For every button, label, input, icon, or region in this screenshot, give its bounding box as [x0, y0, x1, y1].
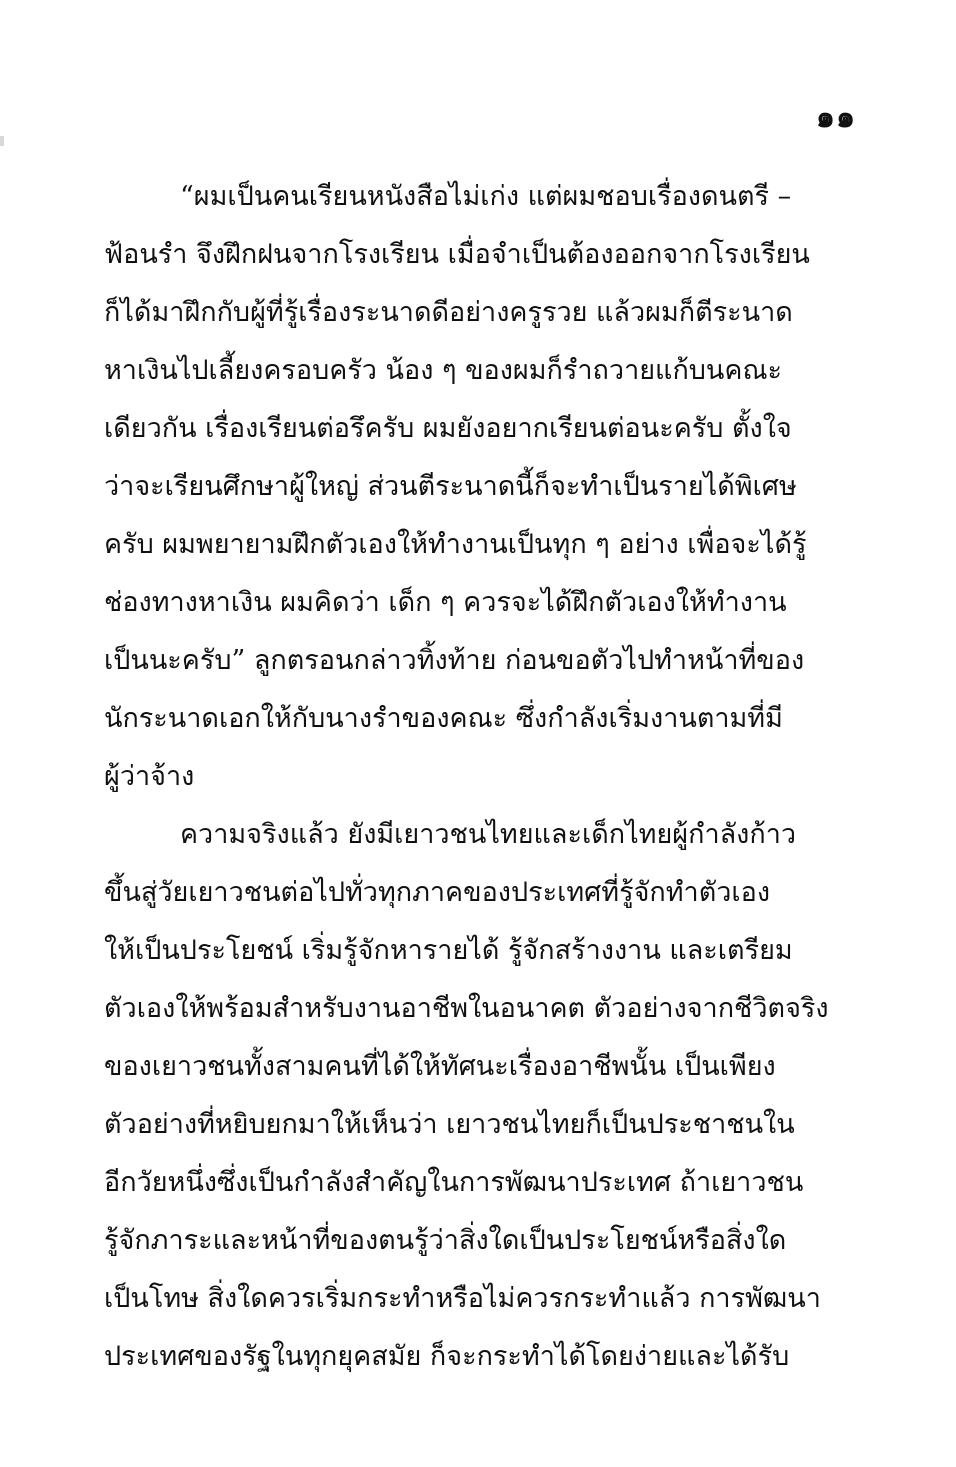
text-line: หาเงินไปเลี้ยงครอบครัว น้อง ๆ ของผมก็รำถวายแก้บนคณะ	[104, 355, 783, 386]
text-line: เป็นนะครับ” ลูกตรอนกล่าวทิ้งท้าย ก่อนขอตัวไปทำหน้าที่ของ	[104, 645, 805, 676]
text-line: ก็ได้มาฝึกกับผู้ที่รู้เรื่องระนาดดีอย่างครูรวย แล้วผมก็ตีระนาด	[104, 297, 793, 328]
text-line: ความจริงแล้ว ยังมีเยาวชนไทยและเด็กไทยผู้กำลังก้าว	[180, 819, 797, 850]
text-line: ผู้ว่าจ้าง	[104, 761, 195, 792]
text-line: รู้จักภาระและหน้าที่ของตนรู้ว่าสิ่งใดเป็นประโยชน์หรือสิ่งใด	[104, 1225, 787, 1256]
text-line: ครับ ผมพยายามฝึกตัวเองให้ทำงานเป็นทุก ๆ อย่าง เพื่อจะได้รู้	[104, 529, 807, 560]
text-line: ช่องทางหาเงิน ผมคิดว่า เด็ก ๆ ควรจะได้ฝึกตัวเองให้ทำงาน	[104, 587, 787, 618]
text-line: ฟ้อนรำ จึงฝึกฝนจากโรงเรียน เมื่อจำเป็นต้องออกจากโรงเรียน	[104, 239, 810, 270]
paragraph-quote	[104, 168, 860, 806]
text-line: นักระนาดเอกให้กับนางรำของคณะ ซึ่งกำลังเริ่มงานตามที่มี	[104, 703, 783, 734]
text-line: ว่าจะเรียนศึกษาผู้ใหญ่ ส่วนตีระนาดนี้ก็จะทำเป็นรายได้พิเศษ	[104, 471, 797, 502]
text-line: ประเทศของรัฐในทุกยุคสมัย ก็จะกระทำได้โดยง่ายและได้รับ	[104, 1341, 790, 1372]
text-line: ของเยาวชนทั้งสามคนที่ได้ให้ทัศนะเรื่องอาชีพนั้น เป็นเพียง	[104, 1051, 776, 1082]
page-number: ๑๑	[815, 100, 856, 135]
paragraph-conclusion	[104, 806, 860, 1386]
text-line: ตัวอย่างที่หยิบยกมาให้เห็นว่า เยาวชนไทยก็เป็นประชาชนใน	[104, 1109, 795, 1140]
text-line: ขึ้นสู่วัยเยาวชนต่อไปทั่วทุกภาคของประเทศที่รู้จักทำตัวเอง	[104, 877, 771, 908]
text-line: อีกวัยหนึ่งซึ่งเป็นกำลังสำคัญในการพัฒนาประเทศ ถ้าเยาวชน	[104, 1167, 804, 1198]
text-line: ตัวเองให้พร้อมสำหรับงานอาชีพในอนาคต ตัวอย่างจากชีวิตจริง	[104, 993, 829, 1024]
text-line: “ผมเป็นคนเรียนหนังสือไม่เก่ง แต่ผมชอบเรื่องดนตรี –	[180, 181, 792, 212]
text-line: เดียวกัน เรื่องเรียนต่อรึครับ ผมยังอยากเรียนต่อนะครับ ตั้งใจ	[104, 413, 792, 444]
text-line: เป็นโทษ สิ่งใดควรเริ่มกระทำหรือไม่ควรกระทำแล้ว การพัฒนา	[104, 1283, 821, 1314]
scan-artifact	[0, 136, 4, 146]
text-line: ให้เป็นประโยชน์ เริ่มรู้จักหารายได้ รู้จักสร้างงาน และเตรียม	[104, 935, 793, 966]
body-text	[104, 168, 860, 1386]
